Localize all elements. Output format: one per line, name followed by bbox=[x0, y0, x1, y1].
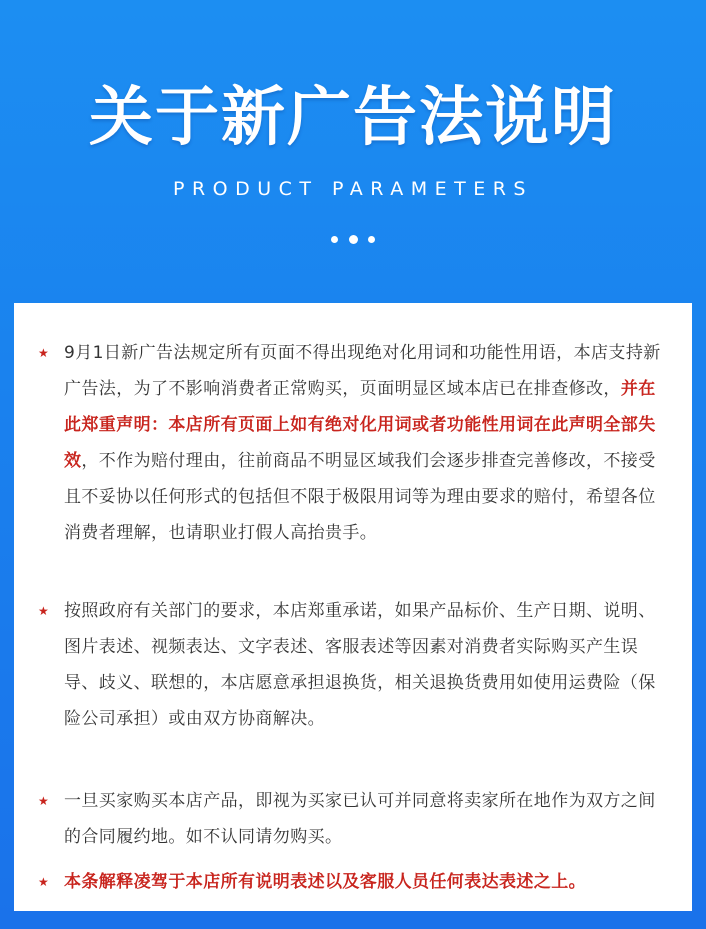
notice-highlight-text: 本条解释凌驾于本店所有说明表述以及客服人员任何表达表述之上。 bbox=[64, 872, 586, 892]
notice-text-part: ，不作为赔付理由，往前商品不明显区域我们会逐步排查完善修改，不接受且不妥协以任何形式的包括但不限于极限用词等为理由要求的赔付，希望各位消费者理解，也请职业打假人高抬贵手。 bbox=[64, 451, 656, 543]
notice-panel bbox=[14, 303, 692, 911]
notice-text-part: 一旦买家购买本店产品，即视为买家已认可并同意将卖家所在地作为双方之间的合同履约地。如不认同请勿购买。 bbox=[64, 791, 656, 847]
notice-item-contract-place bbox=[38, 783, 664, 855]
notice-text bbox=[64, 593, 664, 737]
page-subtitle: PRODUCT PARAMETERS bbox=[172, 178, 533, 200]
notice-text bbox=[64, 864, 664, 900]
page-title: 关于新广告法说明 bbox=[89, 81, 617, 155]
dot-icon bbox=[349, 235, 358, 244]
notice-item-commitment bbox=[38, 593, 664, 737]
notice-item-advertising-law bbox=[38, 335, 664, 551]
notice-item-interpretation bbox=[38, 864, 664, 900]
notice-text bbox=[64, 335, 664, 551]
three-dots-icon bbox=[331, 234, 375, 244]
star-icon: ★ bbox=[38, 875, 49, 889]
star-icon: ★ bbox=[38, 794, 49, 808]
star-icon: ★ bbox=[38, 604, 49, 618]
notice-text-part: 按照政府有关部门的要求，本店郑重承诺，如果产品标价、生产日期、说明、图片表述、视频表达、文字表述、客服表述等因素对消费者实际购买产生误导、歧义、联想的，本店愿意承担退换货，相关退换货费用如使用运费险（保险公司承担）或由双方协商解决。 bbox=[64, 601, 656, 729]
header-banner bbox=[0, 0, 706, 300]
dot-icon bbox=[368, 236, 375, 243]
notice-highlight-text: 并在此郑重声明：本店所有页面上如有绝对化用词或者功能性用词在此声明全部失效 bbox=[64, 379, 656, 471]
star-icon: ★ bbox=[38, 346, 49, 360]
notice-text-part: 9月1日新广告法规定所有页面不得出现绝对化用词和功能性用语，本店支持新广告法，为了不影响消费者正常购买，页面明显区域本店已在排查修改， bbox=[64, 343, 661, 399]
notice-text bbox=[64, 783, 664, 855]
dot-icon bbox=[331, 236, 338, 243]
